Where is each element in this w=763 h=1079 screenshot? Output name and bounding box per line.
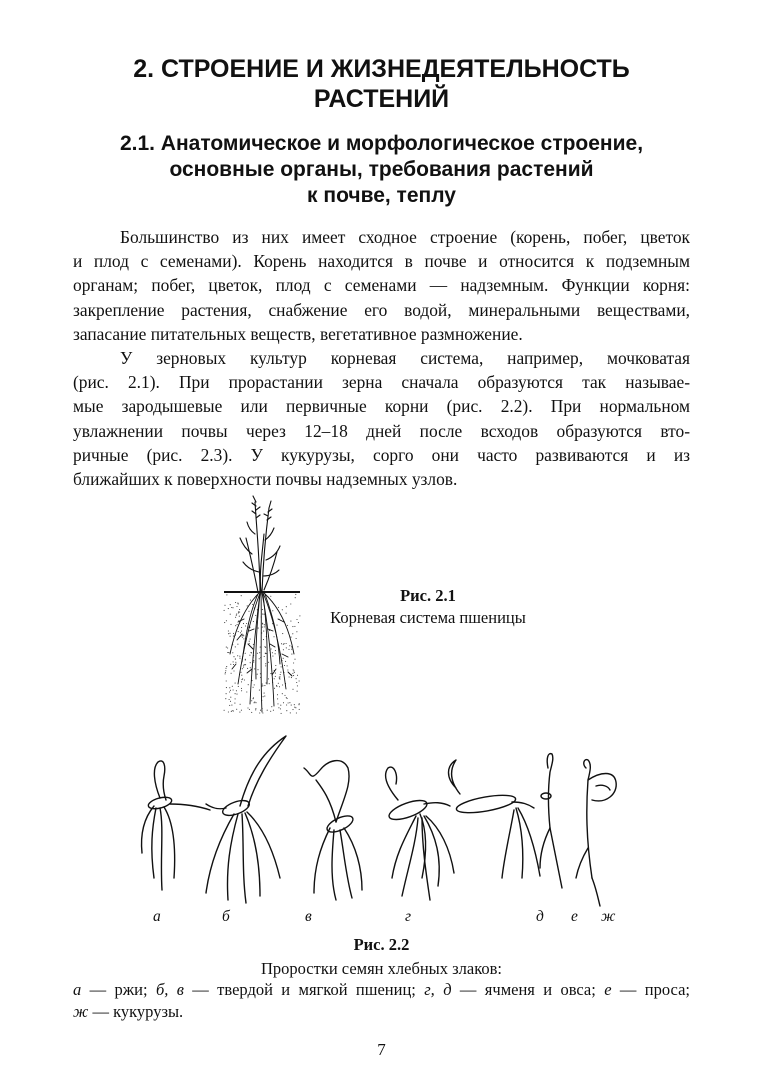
seedling-oats bbox=[449, 760, 541, 878]
seedling-label: б bbox=[222, 908, 230, 925]
soil-stipple bbox=[224, 594, 301, 714]
figure-number: Рис. 2.1 bbox=[400, 586, 456, 605]
legend-marker: б, в bbox=[155, 980, 184, 999]
text-line: ричные (рис. 2.3). У кукурузы, сорго они часто развиваются и из bbox=[73, 444, 690, 465]
text-line: увлажнении почвы через 12–18 дней после всходов образуются вто- bbox=[73, 420, 690, 441]
seedling-millet bbox=[540, 754, 562, 888]
section-title-line: 2.1. Анатомическое и морфологическое строение, bbox=[119, 132, 644, 155]
figure-caption-text: Корневая система пшеницы bbox=[330, 608, 526, 627]
wheat-roots bbox=[230, 593, 294, 712]
seedling-durum-wheat bbox=[206, 736, 286, 903]
legend-text: — твердой и мягкой пшениц; bbox=[183, 980, 425, 999]
seedling-label: г bbox=[405, 908, 412, 925]
seedling-rye bbox=[142, 761, 211, 890]
legend-marker: а bbox=[73, 980, 82, 999]
wheat-root-system-illustration bbox=[222, 494, 302, 716]
figure-number: Рис. 2.2 bbox=[353, 935, 410, 954]
figure-2-2-labels bbox=[0, 908, 763, 930]
section-title-line: основные органы, требования растений bbox=[169, 158, 594, 181]
seedling-label: а bbox=[153, 908, 161, 925]
text-line: (рис. 2.1). При прорастании зерна сначала образуются так называе- bbox=[73, 372, 690, 393]
text-line: мые зародышевые или первичные корни (рис. 2.2). При нормальном bbox=[73, 396, 690, 417]
legend-text: — ячменя и овса; bbox=[451, 980, 605, 999]
figure-2-2-legend bbox=[73, 979, 690, 1023]
legend-text: — ржи; bbox=[81, 980, 156, 999]
chapter-title-line: РАСТЕНИЙ bbox=[313, 85, 450, 113]
seedling-maize bbox=[576, 760, 616, 906]
seedling-soft-wheat bbox=[304, 761, 362, 900]
section-title-line: к почве, теплу bbox=[307, 184, 456, 207]
legend-line bbox=[73, 1001, 690, 1023]
figure-caption-text: Проростки семян хлебных злаков: bbox=[260, 959, 503, 978]
text-line: запасание питательных веществ, вегетативное размножение. bbox=[73, 323, 523, 344]
text-line: и плод с семенами). Корень находится в почве и относится к подземным bbox=[73, 251, 690, 272]
chapter-title-line: 2. СТРОЕНИЕ И ЖИЗНЕДЕЯТЕЛЬНОСТЬ bbox=[133, 55, 630, 83]
seedling-barley bbox=[386, 767, 454, 900]
legend-line bbox=[73, 979, 690, 1001]
legend-text: — кукурузы. bbox=[88, 1002, 184, 1021]
legend-marker: е bbox=[604, 980, 612, 999]
text-line: У зерновых культур корневая система, например, мочковатая bbox=[120, 348, 690, 368]
page-number: 7 bbox=[377, 1040, 386, 1059]
wheat-shoot bbox=[240, 496, 280, 592]
seedling-label: е bbox=[571, 908, 578, 925]
chapter-title bbox=[0, 54, 763, 114]
text-line: закрепление растения, снабжение его водой, минеральными веществами, bbox=[73, 299, 690, 320]
legend-marker: г, д bbox=[424, 980, 452, 999]
text-line: органам; побег, цветок, плод с семенами — надземным. Функции корня: bbox=[73, 275, 690, 296]
seedling-label: д bbox=[536, 908, 544, 925]
seedling-label: в bbox=[305, 908, 312, 925]
seedling-label: ж bbox=[601, 908, 616, 925]
section-title bbox=[0, 131, 763, 209]
text-line: ближайших к поверхности почвы надземных узлов. bbox=[73, 469, 458, 490]
legend-marker: ж bbox=[73, 1002, 89, 1021]
paragraph-root-functions bbox=[73, 225, 690, 346]
legend-text: — проса; bbox=[611, 980, 690, 999]
figure-2-1-caption bbox=[300, 585, 556, 629]
text-line: Большинство из них имеет сходное строение (корень, побег, цветок bbox=[120, 227, 690, 247]
paragraph-root-system bbox=[73, 346, 690, 491]
cereal-seedlings-illustration bbox=[130, 728, 630, 910]
